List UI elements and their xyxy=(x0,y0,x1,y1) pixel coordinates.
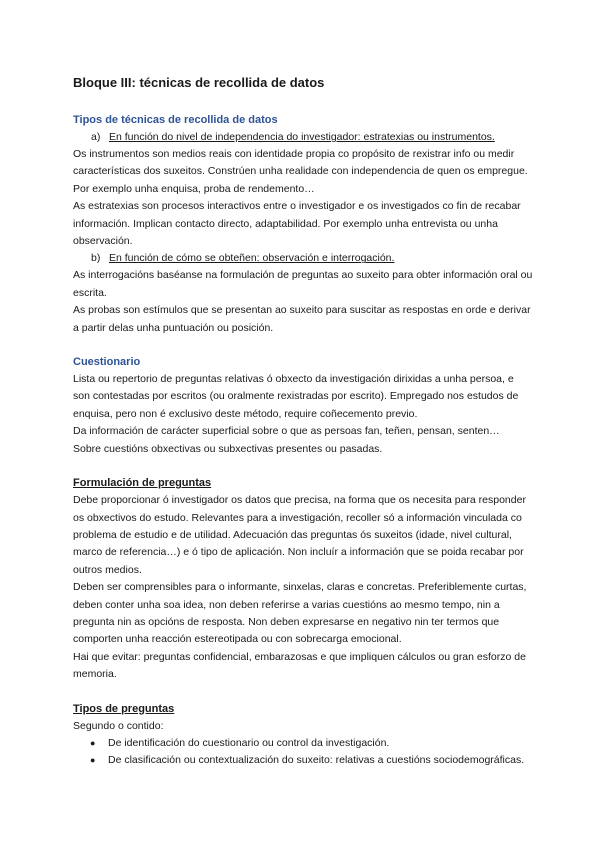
page-title: Bloque III: técnicas de recollida de datos xyxy=(73,75,325,90)
paragraph: As interrogacións baséanse na formulación de preguntas ao suxeito para obter información oral ou escrita. xyxy=(73,269,533,299)
section-heading-cuestionario: Cuestionario xyxy=(73,356,141,369)
section-heading-tipos-tecnicas: Tipos de técnicas de recollida de datos xyxy=(73,114,278,126)
paragraph: Da información de carácter superficial sobre o que as persoas fan, teñen, pensan, senten… xyxy=(73,425,500,438)
bullet-item xyxy=(73,735,533,752)
paragraph: As estratexias son procesos interactivos entre o investigador e os investigados co fin de recabar información. Implican contacto directo, adaptabilidad. Por exemplo unha entrevista ou unha observación. xyxy=(73,200,521,248)
paragraph: Lista ou repertorio de preguntas relativas ó obxecto da investigación dirixidas a unha persoa, e son contestadas por escritos (ou oralmente rexistradas por escrito). Empregado nos estudos de enquisa, pero non é exclusivo deste método, require coñecemento previo. xyxy=(73,373,519,420)
document-page xyxy=(73,74,533,770)
list-item-b xyxy=(73,250,533,267)
bullet-text: De clasificación ou contextualización do suxeito: relativas a cuestións sociodemográficas. xyxy=(108,754,525,767)
bullet-text: De identificación do cuestionario ou control da investigación. xyxy=(108,736,390,749)
list-item-a xyxy=(73,129,533,146)
paragraph: As probas son estímulos que se presentan ao suxeito para suscitar as respostas en orde e derivar a partir delas unha puntuación ou posición. xyxy=(73,304,531,334)
list-label: a) xyxy=(91,131,101,143)
spacer xyxy=(73,684,533,701)
spacer xyxy=(73,337,533,354)
list-text: En función de cómo se obteñen: observación e interrogación. xyxy=(109,252,395,265)
bullet-icon: ● xyxy=(90,755,96,766)
spacer xyxy=(73,458,533,475)
paragraph: Sobre cuestións obxectivas ou subxectivas presentes ou pasadas. xyxy=(73,442,383,455)
paragraph: Debe proporcionar ó investigador os datos que precisa, na forma que os necesita para responder os obxectivos do estudo. Relevantes para a investigación, recoller só a información vinculada co problema de estudio e de utilidad. Adecuación das preguntas ós suxeitos (idade, nivel cultural, marco de referencia…) e ó tipo de aplicación. Non incluír a información que se poida recabar por outros medios. xyxy=(73,494,526,576)
list-label: b) xyxy=(91,252,101,265)
bullet-list xyxy=(73,735,533,770)
paragraph: Hai que evitar: preguntas confidencial, embarazosas e que impliquen cálculos ou gran esforzo de memoria. xyxy=(73,650,526,681)
section-heading-formulacion: Formulación de preguntas xyxy=(73,477,212,490)
paragraph: Os instrumentos son medios reais con identidade propia co propósito de rexistrar info ou medir características dos suxeitos. Constrúen unha realidade con independencia de quen os empregue. Por exemplo unha enquisa, proba de rendemento… xyxy=(73,148,528,195)
section-heading-tipos-preguntas: Tipos de preguntas xyxy=(73,702,175,715)
paragraph: Segundo o contido: xyxy=(73,719,164,732)
paragraph: Deben ser comprensibles para o informante, sinxelas, claras e concretas. Preferiblemente curtas, deben conter unha soa idea, non deben referirse a varias cuestións ao mesmo tempo, nin a pregunta nin as opcións de resposta. Non deben expresarse en negativo nin ter termos que comporten unha reacción estereotipada ou con sobrecarga emocional. xyxy=(73,581,527,646)
list-text: En función do nivel de independencia do investigador: estratexias ou instrumentos. xyxy=(109,131,495,143)
bullet-icon: ● xyxy=(90,737,96,748)
bullet-item xyxy=(73,752,533,769)
